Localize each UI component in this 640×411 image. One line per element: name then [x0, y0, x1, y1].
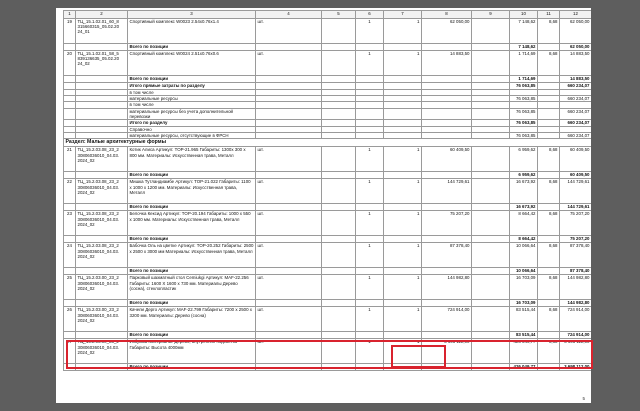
total-qty-cell [384, 83, 422, 90]
description-cell: Итого по разделу [128, 120, 256, 127]
unit-cell: шт. [256, 243, 322, 268]
code-cell [76, 236, 128, 243]
coef-cell [356, 204, 384, 211]
coef-cell [356, 108, 384, 119]
base-total-cell: 76 063,85 [510, 83, 538, 90]
index-cell [538, 172, 560, 179]
code-cell: ТЦ_15.1.02.01_60_8 315660315_05.02.20 24_01 [76, 19, 128, 44]
index-cell [538, 83, 560, 90]
current-price-cell: 144 729,61 [422, 179, 472, 204]
total-qty-cell: 1 [384, 179, 422, 204]
coef-cell [356, 83, 384, 90]
current-price-cell [422, 172, 472, 179]
current-price-cell [422, 83, 472, 90]
coef-cell: 1 [356, 19, 384, 44]
qty-cell [322, 268, 356, 275]
index-cell: 8,68 [538, 243, 560, 268]
base-total-cell: 76 063,85 [510, 120, 538, 127]
qty-cell [322, 307, 356, 332]
unit-cell: шт. [256, 179, 322, 204]
code-cell [76, 172, 128, 179]
description-cell: Мишка Тутландиамбе Артикул: TOP-21.022 Габариты: 1100 х 1000 х 1200 мм. Материалы: Искусственная трава, Металл [128, 179, 256, 204]
description-cell: Всего по позиции [128, 236, 256, 243]
row-number-cell: 22 [64, 179, 76, 204]
header-cell: 6 [356, 11, 384, 19]
row-number-cell [64, 332, 76, 339]
unit-cell [256, 172, 322, 179]
code-cell: ТЦ_15.2.03.08_23_2 30806036010_04.03. 2024_02 [76, 147, 128, 172]
code-cell [76, 44, 128, 51]
base-price-cell [472, 275, 510, 300]
index-cell [538, 204, 560, 211]
code-cell [76, 300, 128, 307]
description-cell: Всего по позиции [128, 332, 256, 339]
total-row [64, 268, 592, 275]
row-number-cell [64, 76, 76, 83]
coef-cell [356, 300, 384, 307]
unit-cell [256, 120, 322, 127]
table-row [64, 307, 592, 332]
index-cell [538, 300, 560, 307]
base-total-cell: 1 714,69 [510, 76, 538, 83]
total-qty-cell: 1 [384, 51, 422, 76]
index-cell: 8,68 [538, 275, 560, 300]
current-price-cell: 62 050,00 [422, 19, 472, 44]
index-cell: 8,68 [538, 179, 560, 204]
total-qty-cell: 1 [384, 243, 422, 268]
qty-cell [322, 51, 356, 76]
row-number-cell [64, 83, 76, 90]
qty-cell [322, 211, 356, 236]
index-cell [538, 108, 560, 119]
table-row [64, 243, 592, 268]
code-cell: ТЦ_15.2.03.08_23_2 30806036010_04.03. 2024_02 [76, 243, 128, 268]
current-price-cell [422, 44, 472, 51]
current-total-cell: 144 729,61 [560, 204, 592, 211]
coef-cell: 1 [356, 275, 384, 300]
index-cell: 8,68 [538, 339, 560, 364]
current-total-cell: 660 234,07 [560, 108, 592, 119]
base-total-cell: 16 673,92 [510, 179, 538, 204]
code-cell [76, 76, 128, 83]
unit-cell: шт. [256, 19, 322, 44]
qty-cell [322, 19, 356, 44]
row-number-cell [64, 268, 76, 275]
description-cell: Всего по позиции [128, 364, 256, 371]
unit-cell [256, 83, 322, 90]
qty-cell [322, 108, 356, 119]
total-qty-cell [384, 300, 422, 307]
base-price-cell [472, 19, 510, 44]
current-price-cell [422, 332, 472, 339]
code-cell: ТЦ_15.2.03.00_23_2 30806036010_04.03. 2024_02 [76, 339, 128, 364]
base-total-cell: 16 703,09 [510, 300, 538, 307]
base-price-cell [472, 120, 510, 127]
current-total-cell: 144 982,80 [560, 275, 592, 300]
current-total-cell: 660 234,07 [560, 96, 592, 102]
coef-cell: 1 [356, 339, 384, 364]
current-total-cell: 3 698 112,00 [560, 364, 592, 371]
total-qty-cell [384, 108, 422, 119]
description-cell: Всего по позиции [128, 268, 256, 275]
total-row [64, 300, 592, 307]
total-row [64, 204, 592, 211]
current-price-cell [422, 300, 472, 307]
description-cell: в том числе [128, 90, 256, 96]
code-cell: ТЦ_15.1.02.01_58_5 839136635_05.02.20 24_02 [76, 51, 128, 76]
header-cell: 8 [422, 11, 472, 19]
row-number-cell: 19 [64, 19, 76, 44]
table-row [64, 275, 592, 300]
base-price-cell [472, 108, 510, 119]
description-cell: Котик Алиса Артикул: TOP-21.965 Габариты: 1300х 300 х 800 мм. Материалы: Искусственная трава, Металл [128, 147, 256, 172]
current-total-cell: 14 883,50 [560, 51, 592, 76]
base-price-cell [472, 243, 510, 268]
index-cell: 8,68 [538, 147, 560, 172]
index-cell: 8,68 [538, 19, 560, 44]
total-qty-cell [384, 204, 422, 211]
current-price-cell [422, 108, 472, 119]
index-cell [538, 120, 560, 127]
current-price-cell: 14 883,50 [422, 51, 472, 76]
total-qty-cell: 1 [384, 275, 422, 300]
base-price-cell [472, 332, 510, 339]
row-number-cell: 23 [64, 211, 76, 236]
index-cell [538, 236, 560, 243]
unit-cell: шт. [256, 275, 322, 300]
current-price-cell [422, 120, 472, 127]
coef-cell: 1 [356, 243, 384, 268]
description-cell: Всего по позиции [128, 172, 256, 179]
unit-cell [256, 44, 322, 51]
total-row [64, 108, 592, 119]
description-cell: материальные ресурсы без учета дополнительной перевозки [128, 108, 256, 119]
description-cell: материальные ресурсы, отсутствующие в ФРСН [128, 133, 256, 139]
index-cell [538, 76, 560, 83]
qty-cell [322, 204, 356, 211]
coef-cell [356, 332, 384, 339]
coef-cell [356, 44, 384, 51]
base-total-cell: 426 049,77 [510, 364, 538, 371]
index-cell: 8,68 [538, 307, 560, 332]
row-number-cell [64, 120, 76, 127]
base-total-cell: 76 063,85 [510, 96, 538, 102]
unit-cell [256, 268, 322, 275]
qty-cell [322, 76, 356, 83]
qty-cell [322, 300, 356, 307]
row-number-cell: 25 [64, 275, 76, 300]
description-cell: Спортивный комплекс W0024 2.51x0.76x0.6 [128, 51, 256, 76]
unit-cell: шт. [256, 211, 322, 236]
description-cell: в том числе [128, 102, 256, 108]
total-row [64, 44, 592, 51]
page-number: 5 [582, 396, 585, 401]
description-cell: Всего по позиции [128, 44, 256, 51]
current-total-cell: 660 234,07 [560, 83, 592, 90]
header-cell: 10 [510, 11, 538, 19]
total-qty-cell: 1 [384, 147, 422, 172]
estimate-table [63, 10, 591, 371]
row-number-cell [64, 236, 76, 243]
code-cell [76, 120, 128, 127]
base-price-cell [472, 204, 510, 211]
description-cell: Всего по позиции [128, 300, 256, 307]
current-price-cell: 3 698 112,00 [422, 339, 472, 364]
base-total-cell: 6 959,62 [510, 172, 538, 179]
row-number-cell: 20 [64, 51, 76, 76]
base-price-cell [472, 307, 510, 332]
description-cell: Качели Дерго Артикул: MAF-22.799 Габариты: 7200 х 2500 х 3200 мм. Материалы: Дерево (сосна) [128, 307, 256, 332]
code-cell [76, 83, 128, 90]
index-cell: 8,68 [538, 211, 560, 236]
current-total-cell: 144 729,61 [560, 179, 592, 204]
index-cell [538, 44, 560, 51]
qty-cell [322, 147, 356, 172]
base-total-cell: 426 049,77 [510, 339, 538, 364]
current-price-cell [422, 76, 472, 83]
code-cell: ТЦ_15.2.03.00_23_2 30806036010_04.03. 2024_02 [76, 307, 128, 332]
current-price-cell: 724 914,00 [422, 307, 472, 332]
total-qty-cell [384, 268, 422, 275]
current-total-cell: 660 234,07 [560, 120, 592, 127]
header-cell: 12 [560, 11, 592, 19]
current-total-cell: 75 207,20 [560, 211, 592, 236]
base-price-cell [472, 300, 510, 307]
description-cell: Итого прямые затраты по разделу [128, 83, 256, 90]
unit-cell: шт. [256, 51, 322, 76]
description-cell: Всего по позиции [128, 76, 256, 83]
table-row [64, 147, 592, 172]
header-cell: 11 [538, 11, 560, 19]
description-cell: Всего по позиции [128, 204, 256, 211]
current-total-cell: 724 914,00 [560, 332, 592, 339]
unit-cell [256, 332, 322, 339]
total-row [64, 172, 592, 179]
description-cell: Избушка Материалы: Дерево, внутренняя подсветка Габариты: Высота 4000мм [128, 339, 256, 364]
base-price-cell [472, 76, 510, 83]
current-total-cell: 87 378,40 [560, 243, 592, 268]
section-row [64, 139, 592, 147]
index-cell [538, 332, 560, 339]
qty-cell [322, 44, 356, 51]
coef-cell [356, 76, 384, 83]
base-price-cell [472, 236, 510, 243]
current-price-cell: 144 982,80 [422, 275, 472, 300]
unit-cell [256, 76, 322, 83]
highlight-price-box [391, 345, 446, 368]
unit-cell: шт. [256, 147, 322, 172]
current-total-cell: 60 409,50 [560, 147, 592, 172]
base-total-cell: 16 673,92 [510, 204, 538, 211]
total-qty-cell [384, 236, 422, 243]
unit-cell [256, 204, 322, 211]
base-price-cell [472, 83, 510, 90]
table-row [64, 19, 592, 44]
current-total-cell: 62 050,00 [560, 19, 592, 44]
current-total-cell: 144 982,80 [560, 300, 592, 307]
base-price-cell [472, 179, 510, 204]
header-cell: 1 [64, 11, 76, 19]
current-total-cell: 60 409,50 [560, 172, 592, 179]
code-cell [76, 108, 128, 119]
unit-cell [256, 108, 322, 119]
code-cell [76, 204, 128, 211]
coef-cell: 1 [356, 51, 384, 76]
coef-cell: 1 [356, 179, 384, 204]
current-total-cell: 87 378,40 [560, 268, 592, 275]
header-cell: 7 [384, 11, 422, 19]
table-row [64, 179, 592, 204]
table-row [64, 211, 592, 236]
row-number-cell [64, 300, 76, 307]
current-price-cell [422, 204, 472, 211]
description-cell: Белочка Кексид Артикул: TOP-20.194 Габариты: 1000 х 550 х 1000 мм. Материалы: Искусственная трава, Металл [128, 211, 256, 236]
highlight-row-box [66, 340, 593, 369]
coef-cell: 1 [356, 307, 384, 332]
unit-cell: шт. [256, 307, 322, 332]
qty-cell [322, 275, 356, 300]
code-cell [76, 268, 128, 275]
total-qty-cell: 1 [384, 19, 422, 44]
total-qty-cell [384, 76, 422, 83]
current-price-cell [422, 236, 472, 243]
total-row [64, 120, 592, 127]
row-number-cell [64, 172, 76, 179]
current-total-cell: 3 698 112,00 [560, 339, 592, 364]
table-body [64, 11, 592, 371]
unit-cell [256, 300, 322, 307]
header-cell: 9 [472, 11, 510, 19]
qty-cell [322, 179, 356, 204]
unit-cell: шт. [256, 339, 322, 364]
qty-cell [322, 120, 356, 127]
index-cell: 8,68 [538, 51, 560, 76]
base-price-cell [472, 147, 510, 172]
current-price-cell: 75 207,20 [422, 211, 472, 236]
header-cell: 3 [128, 11, 256, 19]
description-cell: Парковый шахматный стол Cemiukgi Артикул: MAF-22.256 Габариты: 1600 X 1600 х 730 мм. Материалы Дерево (сосна), стеклопластик [128, 275, 256, 300]
qty-cell [322, 243, 356, 268]
base-total-cell: 7 148,62 [510, 44, 538, 51]
coef-cell [356, 268, 384, 275]
header-cell: 4 [256, 11, 322, 19]
current-price-cell: 87 378,40 [422, 243, 472, 268]
header-cell: 2 [76, 11, 128, 19]
total-qty-cell [384, 120, 422, 127]
table-header-row [64, 11, 592, 19]
description-cell: Справочно [128, 127, 256, 133]
current-total-cell: 75 207,20 [560, 236, 592, 243]
total-row [64, 83, 592, 90]
current-price-cell [422, 268, 472, 275]
total-qty-cell: 1 [384, 307, 422, 332]
current-total-cell: 14 883,50 [560, 76, 592, 83]
current-total-cell: 62 050,00 [560, 44, 592, 51]
row-number-cell [64, 44, 76, 51]
qty-cell [322, 83, 356, 90]
total-row [64, 76, 592, 83]
total-qty-cell: 1 [384, 339, 422, 364]
coef-cell: 1 [356, 147, 384, 172]
base-total-cell: 83 515,44 [510, 307, 538, 332]
total-row [64, 236, 592, 243]
section-title: Раздел: Малые архитектурные формы [64, 139, 592, 147]
base-total-cell: 8 664,42 [510, 236, 538, 243]
coef-cell [356, 236, 384, 243]
code-cell: ТЦ_15.2.03.08_23_2 30806036010_04.03. 2024_02 [76, 179, 128, 204]
row-number-cell: 24 [64, 243, 76, 268]
total-row [64, 332, 592, 339]
total-qty-cell [384, 172, 422, 179]
description-cell: материальные ресурсы [128, 96, 256, 102]
base-total-cell: 7 148,62 [510, 19, 538, 44]
base-total-cell: 76 063,85 [510, 133, 538, 139]
header-cell: 5 [322, 11, 356, 19]
base-price-cell [472, 268, 510, 275]
coef-cell [356, 172, 384, 179]
qty-cell [322, 332, 356, 339]
base-price-cell [472, 44, 510, 51]
base-price-cell [472, 211, 510, 236]
base-total-cell: 76 063,85 [510, 108, 538, 119]
base-total-cell: 10 066,64 [510, 268, 538, 275]
coef-cell [356, 120, 384, 127]
index-cell [538, 268, 560, 275]
base-total-cell: 6 959,62 [510, 147, 538, 172]
total-qty-cell [384, 44, 422, 51]
base-total-cell: 1 714,69 [510, 51, 538, 76]
base-price-cell [472, 51, 510, 76]
code-cell: ТЦ_15.2.03.00_23_2 30806036010_04.03. 2024_02 [76, 275, 128, 300]
base-total-cell: 10 066,64 [510, 243, 538, 268]
coef-cell: 1 [356, 211, 384, 236]
current-total-cell: 724 914,00 [560, 307, 592, 332]
row-number-cell [64, 204, 76, 211]
code-cell: ТЦ_15.2.03.08_23_2 30806036010_04.03. 2024_02 [76, 211, 128, 236]
total-qty-cell: 1 [384, 211, 422, 236]
description-cell: Бабочка Оль на цветке Артикул: TOP-20.252 Габариты: 2500 х 2500 х 3000 мм Материалы: Искусственная трава, Металл [128, 243, 256, 268]
row-number-cell: 21 [64, 147, 76, 172]
row-number-cell: 27 [64, 339, 76, 364]
base-total-cell: 83 515,44 [510, 332, 538, 339]
code-cell [76, 332, 128, 339]
current-price-cell: 60 409,50 [422, 147, 472, 172]
row-number-cell [64, 108, 76, 119]
current-total-cell: 660 234,07 [560, 133, 592, 139]
table-row [64, 51, 592, 76]
description-cell: Спортивный комплекс W0023 2.54x0.76x1.4 [128, 19, 256, 44]
row-number-cell: 26 [64, 307, 76, 332]
total-qty-cell [384, 332, 422, 339]
qty-cell [322, 172, 356, 179]
base-total-cell: 8 664,42 [510, 211, 538, 236]
base-total-cell: 16 703,09 [510, 275, 538, 300]
unit-cell [256, 236, 322, 243]
qty-cell [322, 236, 356, 243]
base-price-cell [472, 172, 510, 179]
